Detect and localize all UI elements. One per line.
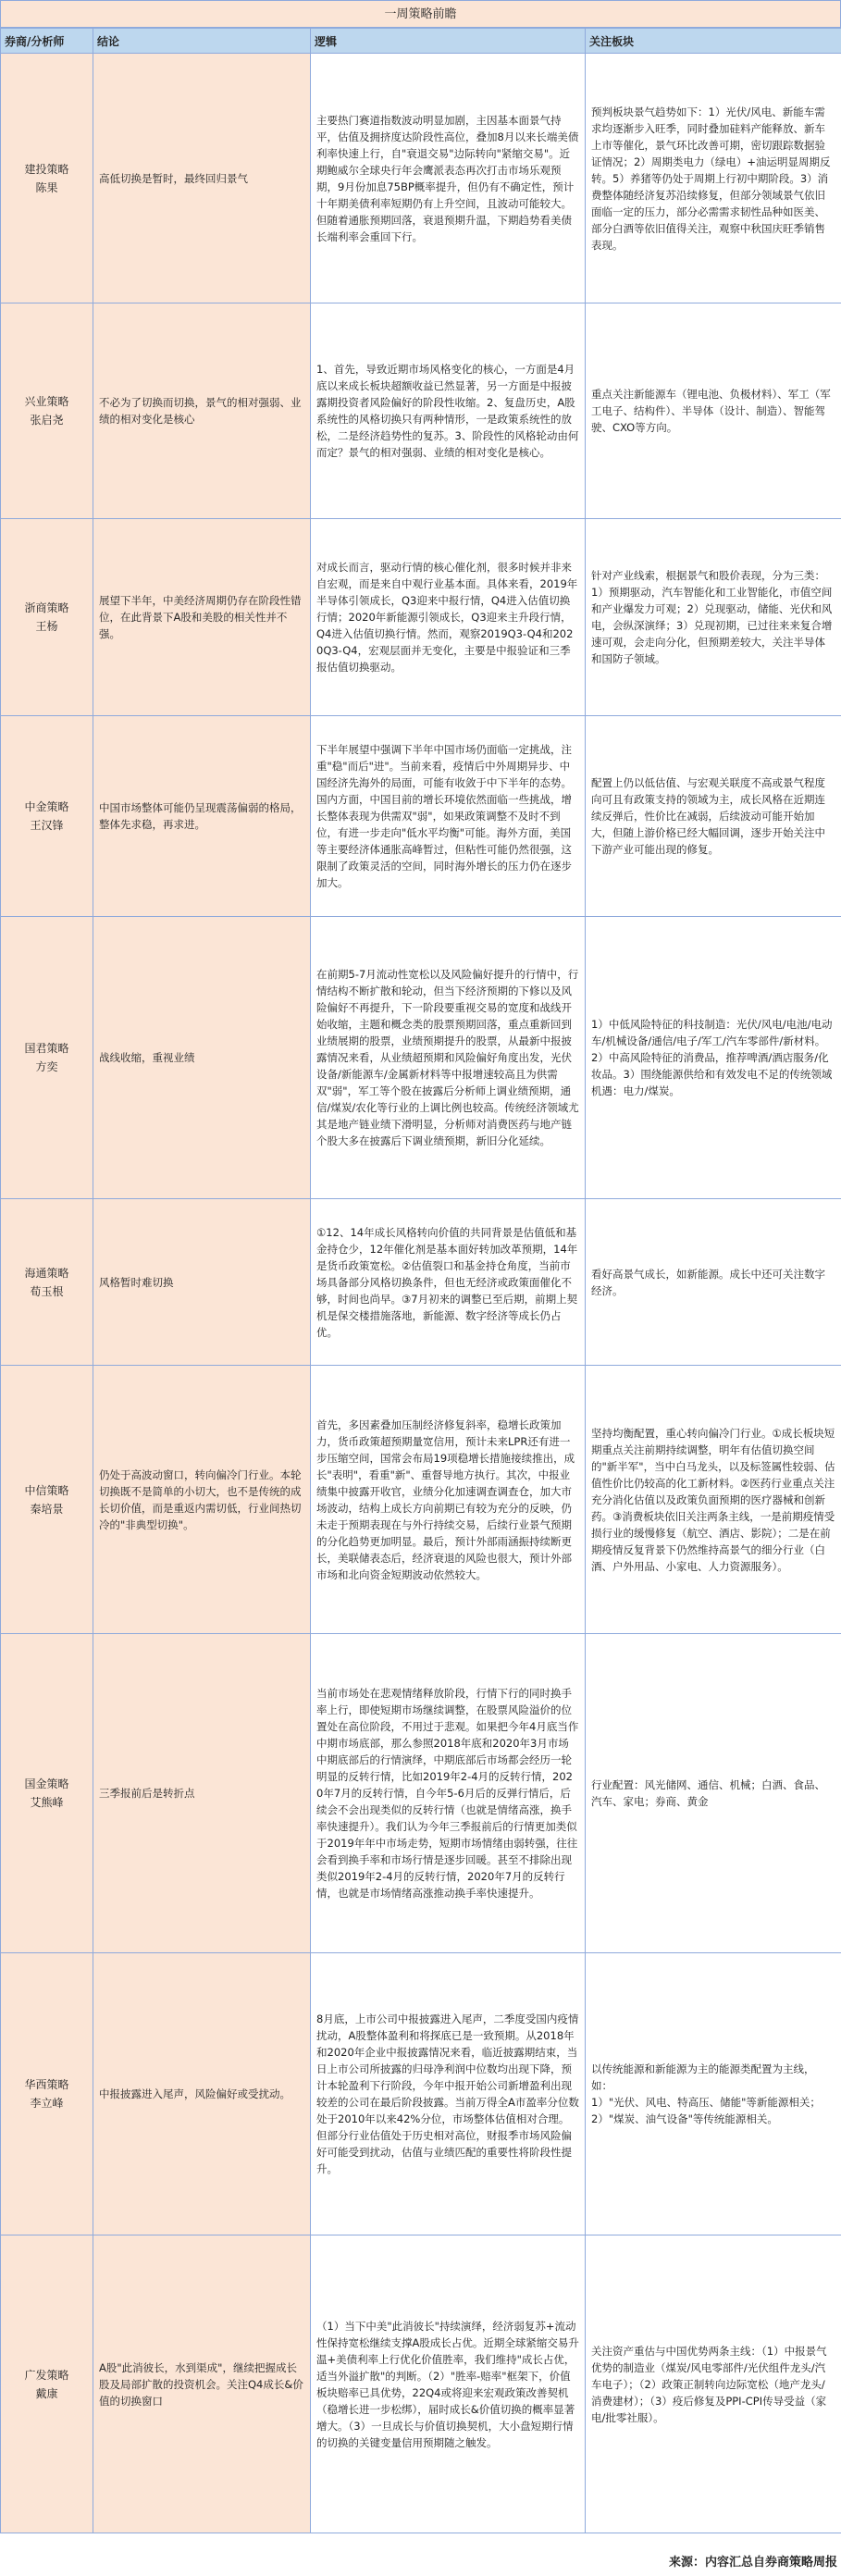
header-conclusion: 结论 (93, 29, 311, 54)
table-row (1, 1634, 841, 1953)
conclusion-cell: 不必为了切换而切换，景气的相对强弱、业绩的相对变化是核心 (93, 303, 311, 519)
conclusion-cell: 高低切换是暂时，最终回归景气 (93, 54, 311, 303)
strategy-table (0, 28, 841, 2533)
firm-name: 海通策略 (24, 1266, 69, 1280)
firm-cell (1, 1366, 93, 1634)
firm-name: 中信策略 (24, 1483, 69, 1497)
analyst-name: 方奕 (35, 1060, 58, 1073)
table-header-row (1, 29, 841, 54)
firm-name: 兴业策略 (24, 395, 69, 408)
focus-cell: 1）中低风险特征的科技制造：光伏/风电/电池/电动车/机械设备/通信/电子/军工/汽车零部件/新材料。2）中高风险特征的消费品，推荐啤酒/酒店服务/化妆品。3）围绕能源供给和有效发电不足的传统领域机遇：电力/煤炭。 (586, 917, 841, 1199)
focus-cell: 预判板块景气趋势如下：1）光伏/风电、新能车需求均逐渐步入旺季，同时叠加硅料产能释放、新车上市等催化，景气环比改善可期，密切跟踪数据验证情况；2）周期类电力（绿电）+油运明显周期反转。5）养猪等仍处于周期上行初中期阶段。3）消费整体随经济复苏沿续修复，但部分领域景气依旧面临一定的压力，部分必需需求韧性品种如医美、部分白酒等依旧值得关注，观察中秋国庆旺季销售表现。 (586, 54, 841, 303)
focus-cell: 行业配置：风光储网、通信、机械；白酒、食品、汽车、家电；券商、黄金 (586, 1634, 841, 1953)
firm-cell (1, 1634, 93, 1953)
analyst-name: 陈果 (35, 180, 58, 194)
analyst-name: 李立峰 (30, 2097, 64, 2110)
table-row (1, 716, 841, 917)
firm-cell (1, 716, 93, 917)
logic-cell: （1）当下中美"此消彼长"持续演绎，经济弱复苏+流动性保持宽松继续支撑A股成长占优。近期全球紧缩交易升温+美债利率上行优化价值胜率，我们维持"成长占优，适当外溢扩散"的判断。（2）"胜率-赔率"框架下，价值板块赔率已具优势，22Q4或将迎来宏观政策改善契机（稳增长进一步松绑），届时成长&价值切换的概率显著增大。（3）一旦成长与价值切换契机，大小盘短期行情的切换的关键变量信用预期随之触发。 (311, 2235, 586, 2533)
table-row (1, 1953, 841, 2235)
table-row (1, 2235, 841, 2533)
analyst-name: 王杨 (35, 620, 58, 633)
analyst-name: 艾熊峰 (30, 1796, 64, 1809)
logic-cell: 下半年展望中强调下半年中国市场仍面临一定挑战，注重"稳"而后"进"。当前来看，疫情后中外周期异步、中国经济先海外的局面，可能有收敛于中下半年的态势。国内方面，中国目前的增长环境依然面临一些挑战，增长整体表现为供需双"弱"，如果政策调整不及时不到位，有进一步走向"低水平均衡"可能。海外方面，美国等主要经济体通胀高峰暂过，但粘性可能仍然很强，这限制了政策灵活的空间，同时海外增长的压力仍在逐步加大。 (311, 716, 586, 917)
logic-cell: 1、首先，导致近期市场风格变化的核心，一方面是4月底以来成长板块超额收益已然显著，另一方面是中报披露期投资者风险偏好的阶段性收缩。2、复盘历史，A股系统性的风格切换只有两种情形，一是政策系统性的放松，二是经济趋势性的复苏。3、阶段性的风格轮动由何而定？景气的相对强弱、业绩的相对变化是核心。 (311, 303, 586, 519)
firm-name: 建投策略 (24, 162, 69, 176)
firm-cell (1, 917, 93, 1199)
firm-name: 华西策略 (24, 2078, 69, 2091)
conclusion-cell: 展望下半年，中美经济周期仍存在阶段性错位，在此背景下A股和美股的相关性并不强。 (93, 519, 311, 716)
page-title: 一周策略前瞻 (0, 0, 841, 28)
analyst-name: 王汉锋 (30, 819, 64, 832)
logic-cell: 在前期5-7月流动性宽松以及风险偏好提升的行情中，行情结构不断扩散和轮动，但当下经济预期的下修以及风险偏好不再提升，下一阶段要重视交易的宽度和战线开始收缩，主题和概念类的股票预期回落，重点重新回到业绩展期的股票，业绩预期提升的股票，从最新中报披露情况来看，从业绩超预期和风险偏好角度出发，光伏设备/新能源车/金属新材料等中报增速较高且为供需双"弱"，军工等个股在披露后分析师上调业绩预期，通信/煤炭/农化等行业的上调比例也较高。传统经济领域尤其是地产链业绩下滑明显，分析师对消费医药与地产链个股大多在披露后下调业绩预期，新旧分化延续。 (311, 917, 586, 1199)
logic-cell: 主要热门赛道指数波动明显加剧，主因基本面景气持平，估值及拥挤度达阶段性高位，叠加8月以来长端美债利率快速上行，自"衰退交易"边际转向"紧缩交易"。近期鲍威尔全球央行年会鹰派表态再次打击市场乐观预期，9月份加息75BP概率提升，但仍有不确定性，预计十年期美债利率短期仍有上升空间，且波动可能较大。但随着通胀预期回落，衰退预期升温，下期趋势看美债长端利率会重回下行。 (311, 54, 586, 303)
firm-name: 国君策略 (24, 1042, 69, 1055)
focus-cell: 看好高景气成长，如新能源。成长中还可关注数字经济。 (586, 1199, 841, 1366)
conclusion-cell: 仍处于高波动窗口，转向偏冷门行业。本轮切换既不是简单的小切大，也不是传统的成长切价值，而是重返内需切低，行业间热切冷的"非典型切换"。 (93, 1366, 311, 1634)
header-logic: 逻辑 (311, 29, 586, 54)
analyst-name: 戴康 (35, 2386, 58, 2400)
firm-cell (1, 303, 93, 519)
firm-cell (1, 54, 93, 303)
table-row (1, 1199, 841, 1366)
firm-cell (1, 1199, 93, 1366)
firm-cell (1, 1953, 93, 2235)
analyst-name: 荀玉根 (30, 1284, 64, 1298)
conclusion-cell: 风格暂时难切换 (93, 1199, 311, 1366)
conclusion-cell: 中报披露进入尾声，风险偏好或受扰动。 (93, 1953, 311, 2235)
conclusion-cell: 中国市场整体可能仍呈现震荡偏弱的格局，整体先求稳，再求进。 (93, 716, 311, 917)
table-row (1, 1366, 841, 1634)
focus-cell: 配置上仍以低估值、与宏观关联度不高或景气程度向可且有政策支持的领域为主，成长风格在近期连续反弹后，性价比在减弱，后续波动可能开始加大，但随上游价格已经大幅回调，逐步开始关注中下游产业可能出现的修复。 (586, 716, 841, 917)
table-row (1, 54, 841, 303)
conclusion-cell: A股"此消彼长，水到渠成"，继续把握成长股及局部扩散的投资机会。关注Q4成长&价值的切换窗口 (93, 2235, 311, 2533)
focus-cell: 针对产业线索，根据景气和股价表现，分为三类：1）预期驱动，汽车智能化和工业智能化，市值空间和产业爆发力可观；2）兑现驱动，储能、光伏和风电，会纵深演绎；3）兑现初期，已过往来来复合增速可观，会走向分化，但预期差较大，关注半导体和国防子领域。 (586, 519, 841, 716)
firm-name: 国金策略 (24, 1777, 69, 1790)
focus-cell: 关注资产重估与中国优势两条主线：（1）中报景气优势的制造业（煤炭/风电零部件/光伏组件龙头/汽车电子）；（2）政策正制转向边际宽松（地产龙头/消费建材）；（3）疫后修复及PPI-CPI传导受益（家电/批零社服）。 (586, 2235, 841, 2533)
analyst-name: 张启尧 (30, 414, 64, 427)
firm-name: 广发策略 (24, 2368, 69, 2382)
table-row (1, 303, 841, 519)
table-row (1, 917, 841, 1199)
table-row (1, 519, 841, 716)
source-note: 来源：内容汇总自券商策略周报 (668, 2556, 837, 2570)
logic-cell: ①12、14年成长风格转向价值的共同背景是估值低和基金持仓少，12年催化剂是基本面好转加改革预期，14年是货币政策宽松。②估值裂口和基金持仓角度，当前市场具备部分风格切换条件，但也无经济或政策面催化不够，时间也尚早。③7月初来的调整已至后期，前期上契机是保交楼措施落地，新能源、数字经济等成长仍占优。 (311, 1199, 586, 1366)
logic-cell: 首先，多因素叠加压制经济修复斜率，稳增长政策加力，货币政策超预期量宽信用，预计未来LPR还有进一步压缩空间，国常会布局19项稳增长措施接续推出，成长"表明"，看重"新"、重督导地方执行。其次，中报业绩集中披露开收官，业绩分化加速调查调查仓，加大市场波动，结构上成长方向前期已有较为充分的反映，仍未走于预期表现在与外行持续交易，后续行业景气预期的分化趋势更加明显。最后，预计外部雨涵振持续断更长，美联储表态后，经济衰退的风险也很大，预计外部市场和北向资金短期波动依然较大。 (311, 1366, 586, 1634)
firm-cell (1, 2235, 93, 2533)
firm-name: 中金策略 (24, 800, 69, 813)
header-focus: 关注板块 (586, 29, 841, 54)
header-firm: 券商/分析师 (1, 29, 93, 54)
firm-name: 浙商策略 (24, 601, 69, 614)
firm-cell (1, 519, 93, 716)
focus-cell: 重点关注新能源车（锂电池、负极材料）、军工（军工电子、结构件）、半导体（设计、制造）、智能驾驶、CXO等方向。 (586, 303, 841, 519)
logic-cell: 8月底，上市公司中报披露进入尾声，二季度受国内疫情扰动，A股整体盈利和将探底已是一致预期。从2018年和2020年企业中报披露情况来看，临近披露期结束，当日上市公司所披露的归母净利润中位数均出现下降，预计本轮盈利下行阶段，今年中报开始公司新增盈利出现较差的公司在最后阶段披露。当前万得全A市盈率分位数处于2010年以来42%分位，市场整体估值相对合理。但部分行业估值处于历史相对高位，财报季市场风险偏好可能受到扰动，估值与业绩匹配的重要性将阶段性提升。 (311, 1953, 586, 2235)
focus-cell: 以传统能源和新能源为主的能源类配置为主线，如： 1）"光伏、风电、特高压、储能"等新能源相关； 2）"煤炭、油气设备"等传统能源相关。 (586, 1953, 841, 2235)
conclusion-cell: 三季报前后是转折点 (93, 1634, 311, 1953)
logic-cell: 对成长而言，驱动行情的核心催化剂，很多时候并非来自宏观，而是来自中观行业基本面。具体来看，2019年半导体引领成长，Q3迎来中报行情，Q4进入估值切换行情；2020年新能源引领成长，Q3迎来主升段行情，Q4进入估值切换行情。然而，观察2019Q3-Q4和2020Q3-Q4，宏观层面并无变化，主要是中报验证和三季报估值切换驱动。 (311, 519, 586, 716)
logic-cell: 当前市场处在悲观情绪释放阶段，行情下行的同时换手率上行，即使短期市场继续调整，在股票风险溢价的位置处在高位阶段，不用过于悲观。如果把今年4月底当作中期市场底部，那么参照2018年底和2020年3月市场中期底部后的行情演绎，中期底部后市场都会经历一轮明显的反转行情，比如2019年2-4月的反转行情，2020年7月的反转行情，自今年5-6月后的反弹行情后，后续会不会出现类似的反转行情（也就是情绪高涨，换手率快速提升）。我们认为今年三季报前后的行情更加类似于2019年年中市场走势，短期市场情绪由弱转强，往往会看到换手率和市场行情是逐步回暖。甚至不排除出现类似2019年2-4月的反转行情，2020年7月的反转行情，也就是市场情绪高涨推动换手率快速提升。 (311, 1634, 586, 1953)
conclusion-cell: 战线收缩，重视业绩 (93, 917, 311, 1199)
analyst-name: 秦培景 (30, 1502, 64, 1516)
focus-cell: 坚持均衡配置，重心转向偏冷门行业。①成长板块短期重点关注前期持续调整，明年有估值切换空间的"新半军"，当中白马龙头，以及标签属性较弱、估值性价比仍较高的化工新材料。②医药行业重点关注充分消化估值以及政策负面预期的医疗器械和创新药。③消费板块依旧关注两条主线，一是前期疫情受损行业的缓慢修复（航空、酒店、影院）；二是在前期疫情反复背景下仍然维持高景气的细分行业（白酒、户外用品、小家电、人力资源服务）。 (586, 1366, 841, 1634)
